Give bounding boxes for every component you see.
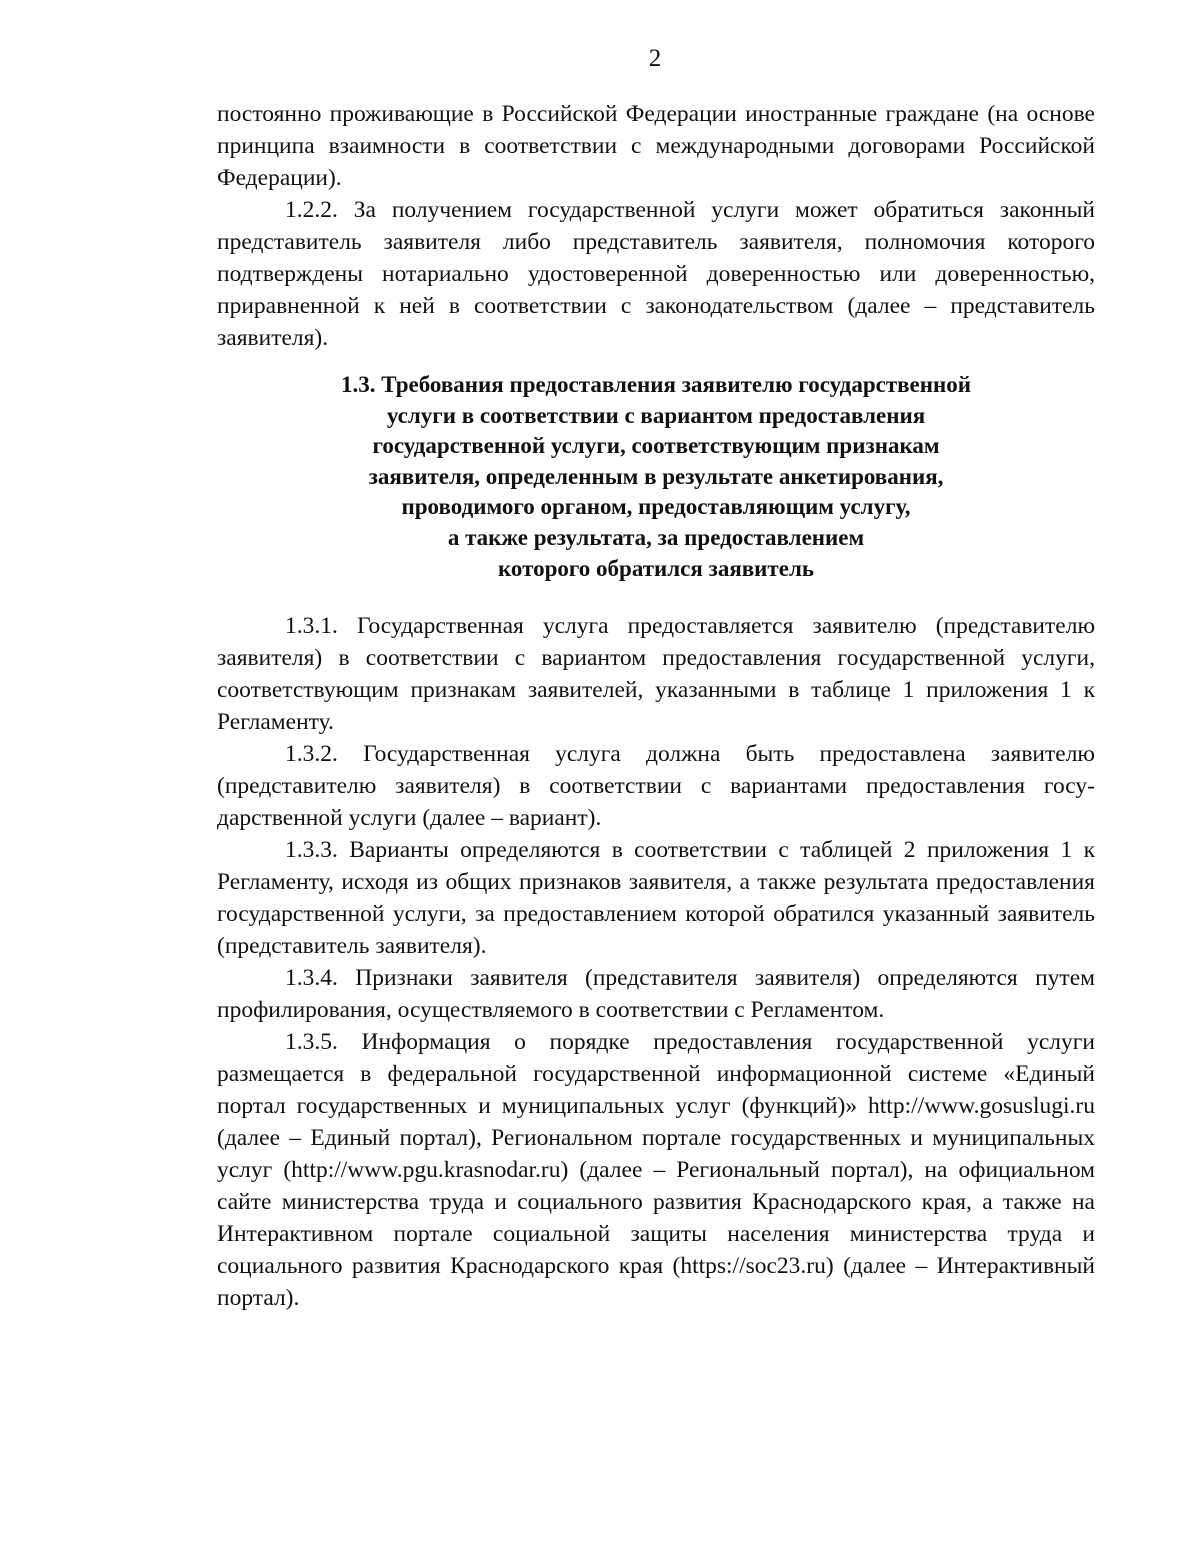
paragraph-1-3-4: 1.3.4. Признаки заявителя (представителя заявителя) определяются путем профилирования, осуществляемого в соответствии с Регламентом.	[217, 965, 1095, 1023]
paragraph-1-2-2: 1.2.2. За получением государственной услуги может обратиться законный представитель заявителя либо представитель заявителя, полномочия которого подтверждены нотариально удостоверенной доверенностью или доверенностью, приравненной к ней в соответствии с законодательством (далее – представитель заявителя).	[217, 197, 1095, 351]
heading-line: заявителя, определенным в результате анкетирования,	[368, 463, 944, 489]
paragraph-1-3-1: 1.3.1. Государственная услуга предоставляется заявителю (представителю заявителя) в соответствии с вариантом предоставления государственной услуги, соответствующим признакам заявителей, указанными в таблице 1 приложения 1 к Регламенту.	[217, 613, 1095, 735]
paragraph-continuation: постоянно проживающие в Российской Федерации иностранные граждане (на основе принципа взаимности в соответствии с международными договорами Российской Федерации).	[217, 101, 1095, 191]
heading-line: услуги в соответствии с вариантом предоставления	[386, 402, 926, 428]
paragraph-1-3-5: 1.3.5. Информация о порядке предоставления государственной услуги размещается в федеральной государственной информационной системе «Единый портал государственных и муниципальных услуг (функций)» http://www.gosuslugi.ru (далее – Единый портал), Региональном портале государственных и муниципальных услуг (http://www.pgu.krasnodar.ru) (далее – Региональный портал), на официальном сайте министерства труда и социального развития Краснодарского края, а также на Интерактивном портале социальной защиты населения министерства труда и социального развития Краснодарского края (https://soc23.ru) (далее – Интерактивный портал).	[217, 1029, 1095, 1311]
heading-line: которого обратился заявитель	[497, 555, 815, 581]
page-number: 2	[648, 45, 662, 72]
heading-line: 1.3. Требования предоставления заявителю государственной	[341, 372, 971, 397]
intro-block	[217, 98, 1095, 354]
paragraph-1-3-3: 1.3.3. Варианты определяются в соответствии с таблицей 2 приложения 1 к Регламенту, исходя из общих признаков заявителя, а также результата предоставления государственной услуги, за предоставлением которой обратился указанный заявитель (представитель заявителя).	[217, 837, 1095, 959]
section-body	[217, 610, 1095, 1314]
paragraph-1-3-2: 1.3.2. Государственная услуга должна быть предоставлена заявителю (представителю заявителя) в соответствии с вариантами предоставления государственной услуги (далее – вариант).	[217, 741, 1095, 831]
heading-line: проводимого органом, предоставляющим услугу,	[401, 494, 911, 520]
heading-line: государственной услуги, соответствующим признакам	[372, 433, 940, 459]
heading-line: а также результата, за предоставлением	[447, 524, 865, 550]
section-heading-1-3	[217, 370, 1095, 584]
